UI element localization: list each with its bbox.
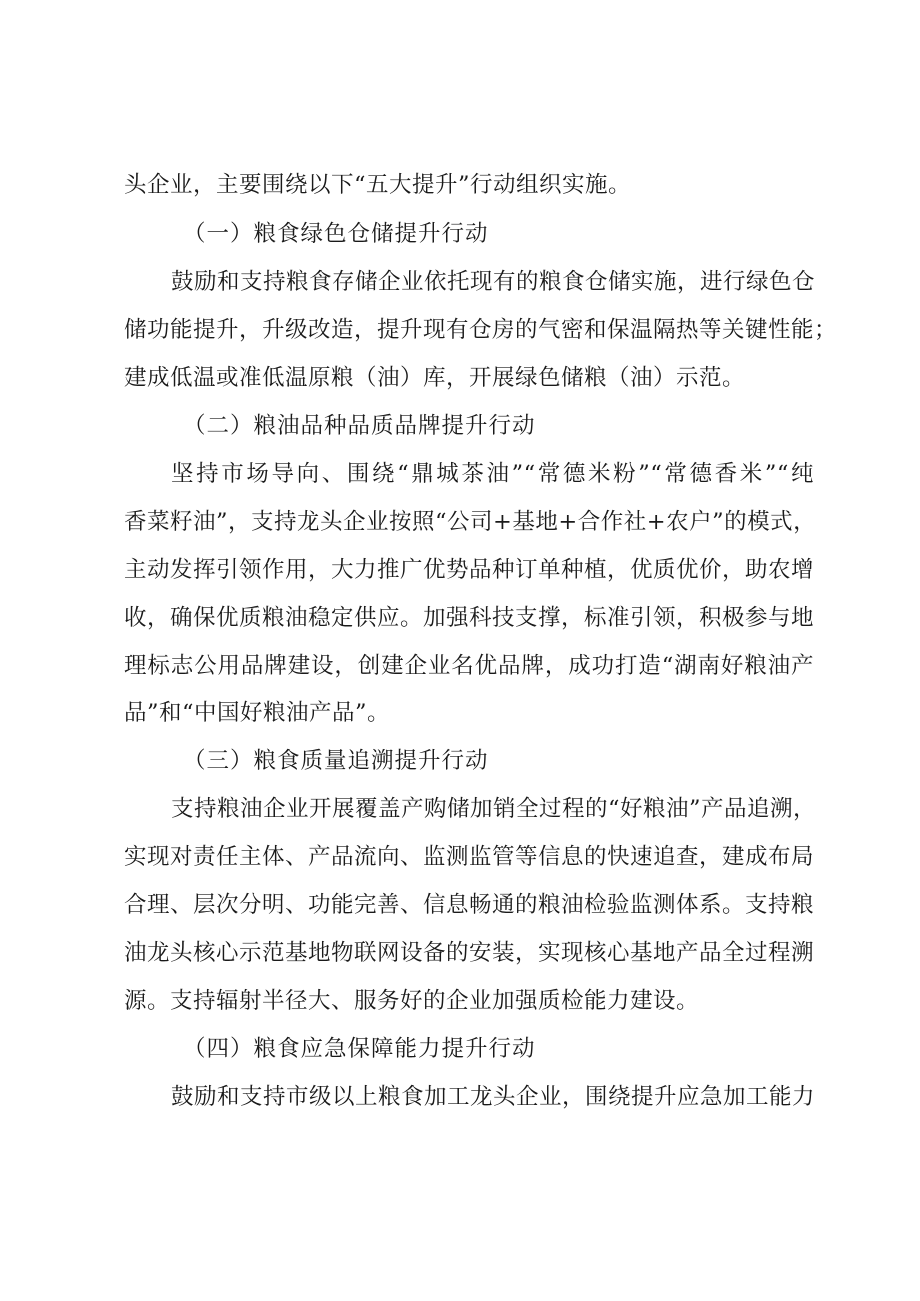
paragraph-line: 合理、层次分明、功能完善、信息畅通的粮油检验监测体系。支持粮: [124, 892, 815, 918]
paragraph-line: 品”和“中国好粮油产品”。: [124, 700, 391, 726]
paragraph-line: 实现对责任主体、产品流向、监测监管等信息的快速追查，建成布局: [124, 844, 815, 870]
paragraph-line: 储功能提升，升级改造，提升现有仓房的气密和保温隔热等关键性能；: [124, 317, 838, 343]
section-heading-4: （四）粮食应急保障能力提升行动: [183, 1036, 536, 1062]
paragraph-line: 坚持市场导向、围绕“鼎城茶油”“常德米粉”“常德香米”“纯: [171, 461, 814, 487]
section-heading-1: （一）粮食绿色仓储提升行动: [183, 221, 489, 247]
paragraph-intro-line: 头企业，主要围绕以下“五大提升”行动组织实施。: [124, 172, 632, 198]
paragraph-line: 源。支持辐射半径大、服务好的企业加强质检能力建设。: [124, 988, 700, 1014]
paragraph-line: 建成低温或准低温原粮（油）库，开展绿色储粮（油）示范。: [124, 365, 746, 391]
paragraph-line: 鼓励和支持市级以上粮食加工龙头企业，围绕提升应急加工能力: [171, 1084, 816, 1110]
paragraph-line: 香菜籽油”，支持龙头企业按照“公司+基地+合作社+农户”的模式，: [124, 509, 817, 535]
section-heading-3: （三）粮食质量追溯提升行动: [183, 748, 489, 774]
section-heading-2: （二）粮油品种品质品牌提升行动: [183, 413, 536, 439]
paragraph-line: 收，确保优质粮油稳定供应。加强科技支撑，标准引领，积极参与地: [124, 605, 815, 631]
paragraph-line: 理标志公用品牌建设，创建企业名优品牌，成功打造“湖南好粮油产: [124, 653, 814, 679]
paragraph-line: 鼓励和支持粮食存储企业依托现有的粮食仓储实施，进行绿色仓: [171, 269, 816, 295]
paragraph-line: 支持粮油企业开展覆盖产购储加销全过程的“好粮油”产品追溯，: [171, 796, 817, 822]
paragraph-line: 主动发挥引领作用，大力推广优势品种订单种植，优质优价，助农增: [124, 557, 815, 583]
paragraph-line: 油龙头核心示范基地物联网设备的安装，实现核心基地产品全过程溯: [124, 940, 815, 966]
